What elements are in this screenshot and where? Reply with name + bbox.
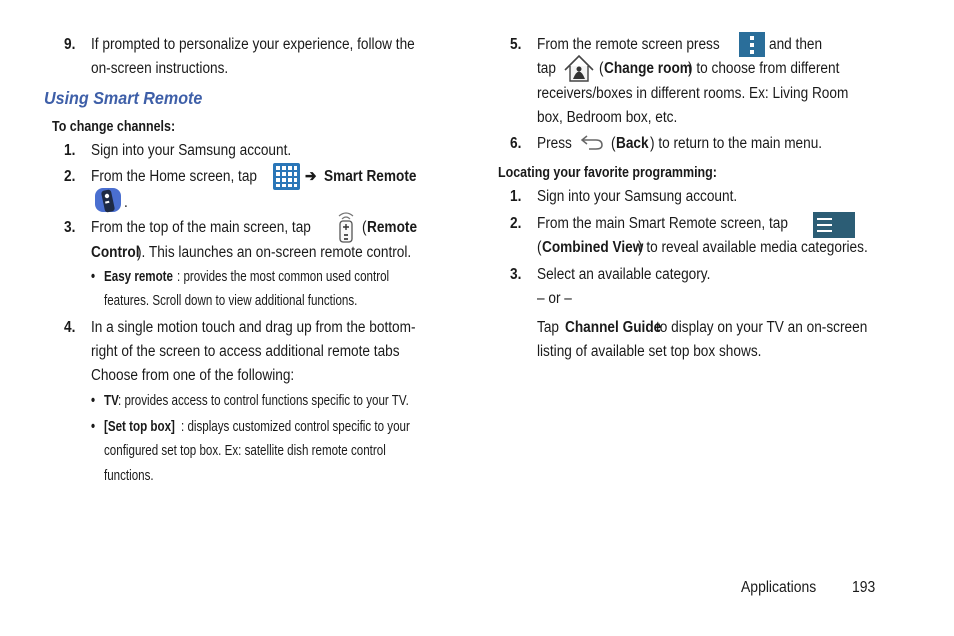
bold-term: Control bbox=[91, 244, 140, 261]
bullet: • bbox=[91, 269, 96, 285]
step-text: listing of available set top box shows. bbox=[537, 343, 762, 360]
step-number: 3. bbox=[510, 266, 522, 283]
step-text: receivers/boxes in different rooms. Ex: Living Room bbox=[537, 85, 849, 102]
page-number: 193 bbox=[852, 579, 876, 596]
footer-section: Applications bbox=[741, 579, 817, 596]
step-text: From the remote screen press bbox=[537, 36, 720, 53]
bold-term: Easy remote bbox=[104, 269, 173, 285]
bullet-text: : displays customized control specific to your bbox=[181, 419, 410, 435]
bullet-text: : provides access to control functions specific to your TV. bbox=[118, 393, 409, 409]
paren: ( bbox=[537, 239, 542, 256]
step-text: If prompted to personalize your experience, follow the bbox=[91, 36, 415, 53]
or-separator: – or – bbox=[537, 290, 572, 307]
combined-view-icon bbox=[813, 212, 855, 238]
arrow: ➔ bbox=[305, 168, 317, 185]
step-number: 2. bbox=[64, 168, 76, 185]
step-text: From the Home screen, tap bbox=[91, 168, 258, 185]
menu-dots-icon bbox=[739, 32, 765, 57]
bullet-text: features. Scroll down to view additional functions. bbox=[104, 293, 358, 309]
step-text: ) to reveal available media categories. bbox=[638, 239, 868, 256]
step-text: and then bbox=[769, 36, 823, 53]
bold-term: Combined View bbox=[542, 239, 644, 256]
back-arrow-icon bbox=[580, 134, 604, 150]
bullet-text: configured set top box. Ex: satellite dish remote control bbox=[104, 443, 386, 459]
bold-term: Smart Remote bbox=[324, 168, 417, 185]
step-text: From the main Smart Remote screen, tap bbox=[537, 215, 788, 232]
step-text: ). This launches an on-screen remote control. bbox=[137, 244, 412, 261]
smart-remote-app-icon bbox=[94, 186, 122, 214]
step-text: From the top of the main screen, tap bbox=[91, 219, 311, 236]
apps-grid-icon bbox=[273, 163, 300, 190]
step-text: ) to choose from different bbox=[688, 60, 840, 77]
step-text: right of the screen to access additional remote tabs bbox=[91, 343, 400, 360]
period: . bbox=[124, 194, 128, 211]
step-text: Sign into your Samsung account. bbox=[537, 188, 738, 205]
step-text: Sign into your Samsung account. bbox=[91, 142, 292, 159]
bullet-text: functions. bbox=[104, 468, 154, 484]
step-text: Tap bbox=[537, 319, 559, 336]
bold-term: Change room bbox=[604, 60, 692, 77]
bold-term: Back bbox=[616, 135, 649, 152]
step-text: Choose from one of the following: bbox=[91, 367, 295, 384]
step-text: to display on your TV an on-screen bbox=[656, 319, 868, 336]
change-room-icon bbox=[563, 52, 595, 84]
paren: ( bbox=[611, 135, 616, 152]
step-text: ) to return to the main menu. bbox=[650, 135, 823, 152]
step-number: 3. bbox=[64, 219, 76, 236]
paren: ( bbox=[362, 219, 367, 236]
bullet: • bbox=[91, 393, 96, 409]
bullet: • bbox=[91, 419, 96, 435]
paren: ( bbox=[599, 60, 604, 77]
bold-term: TV bbox=[104, 393, 119, 409]
remote-control-icon bbox=[336, 210, 356, 244]
step-number: 1. bbox=[64, 142, 76, 159]
step-number: 1. bbox=[510, 188, 522, 205]
step-number: 2. bbox=[510, 215, 522, 232]
subheading: Locating your favorite programming: bbox=[498, 165, 717, 181]
step-text: tap bbox=[537, 60, 556, 77]
bullet-text: : provides the most common used control bbox=[177, 269, 390, 285]
step-text: Press bbox=[537, 135, 572, 152]
step-number: 5. bbox=[510, 36, 522, 53]
step-number: 9. bbox=[64, 36, 76, 53]
section-title: Using Smart Remote bbox=[44, 88, 203, 108]
bold-term: [Set top box] bbox=[104, 419, 175, 435]
step-text: In a single motion touch and drag up from the bottom- bbox=[91, 319, 416, 336]
step-number: 6. bbox=[510, 135, 522, 152]
step-text: on-screen instructions. bbox=[91, 60, 229, 77]
step-text: box, Bedroom box, etc. bbox=[537, 109, 678, 126]
step-number: 4. bbox=[64, 319, 76, 336]
bold-term: Remote bbox=[367, 219, 418, 236]
bold-term: Channel Guide bbox=[565, 319, 662, 336]
subheading: To change channels: bbox=[52, 119, 176, 135]
step-text: Select an available category. bbox=[537, 266, 711, 283]
